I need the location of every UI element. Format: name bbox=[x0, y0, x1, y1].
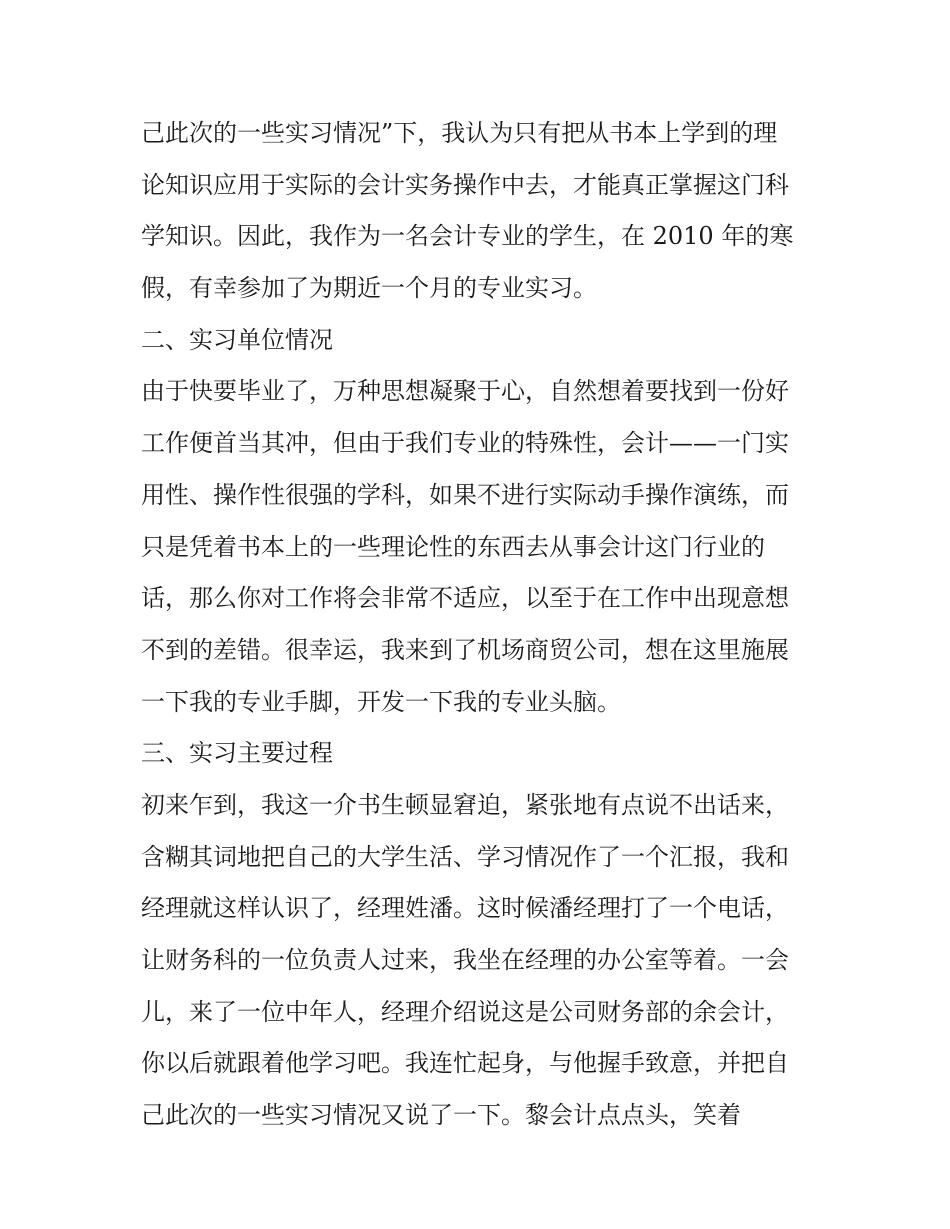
text-line: 你以后就跟着他学习吧。我连忙起身，与他握手致意，并把自 bbox=[141, 1049, 789, 1078]
text-line: 己此次的一些实习情况”下，我认为只有把从书本上学到的理 bbox=[141, 119, 778, 147]
text-line: 儿，来了一位中年人，经理介绍说这是公司财务部的余会计， bbox=[141, 997, 789, 1026]
text-line: 论知识应用于实际的会计实务操作中去，才能真正掌握这门科 bbox=[141, 170, 789, 199]
text-line: 学知识。因此，我作为一名会计专业的学生，在 2010 年的寒 bbox=[141, 222, 794, 251]
text-line: 由于快要毕业了，万种思想凝聚于心，自然想着要找到一份好 bbox=[141, 377, 789, 406]
text-line: 初来乍到，我这一介书生顿显窘迫，紧张地有点说不出话来， bbox=[141, 790, 789, 819]
text-line: 工作便首当其冲，但由于我们专业的特殊性，会计——一门实 bbox=[141, 429, 789, 458]
text-line: 用性、操作性很强的学科，如果不进行实际动手操作演练，而 bbox=[141, 480, 789, 509]
text-line: 话，那么你对工作将会非常不适应，以至于在工作中出现意想 bbox=[141, 584, 789, 613]
section-heading: 二、实习单位情况 bbox=[141, 325, 333, 354]
text-line: 不到的差错。很幸运，我来到了机场商贸公司，想在这里施展 bbox=[141, 635, 789, 664]
text-line: 只是凭着书本上的一些理论性的东西去从事会计这门行业的 bbox=[141, 532, 765, 561]
text-line: 含糊其词地把自己的大学生活、学习情况作了一个汇报，我和 bbox=[141, 842, 789, 871]
section-heading: 三、实习主要过程 bbox=[141, 739, 333, 768]
document-body bbox=[141, 108, 821, 1142]
text-line: 己此次的一些实习情况又说了一下。黎会计点点头，笑着 bbox=[141, 1101, 741, 1130]
text-line: 一下我的专业手脚，开发一下我的专业头脑。 bbox=[141, 687, 621, 716]
text-line: 经理就这样认识了，经理姓潘。这时候潘经理打了一个电话， bbox=[141, 894, 789, 923]
text-line: 让财务科的一位负责人过来，我坐在经理的办公室等着。一会 bbox=[141, 946, 789, 974]
text-line: 假，有幸参加了为期近一个月的专业实习。 bbox=[141, 274, 597, 303]
